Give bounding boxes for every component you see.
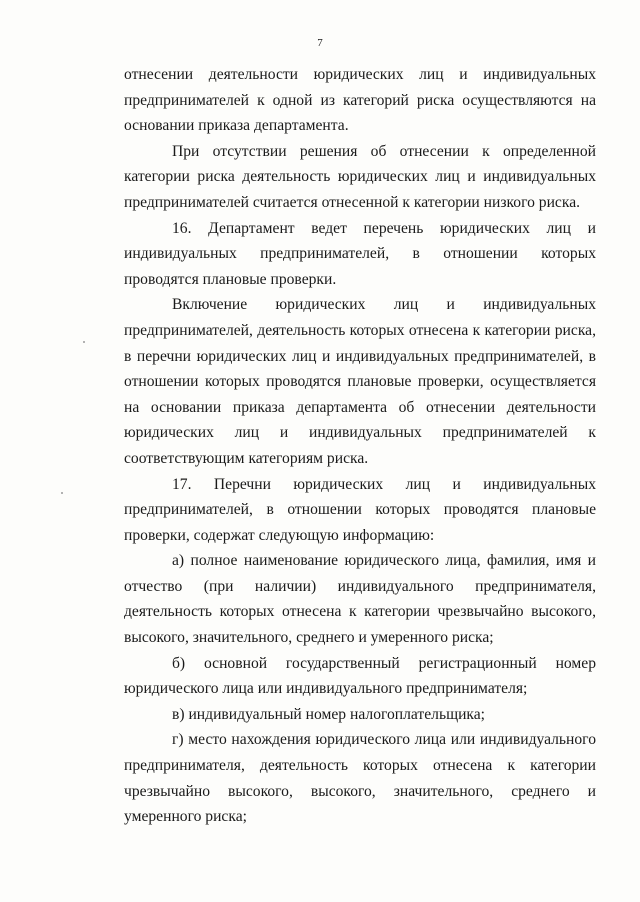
list-item-b: б) основной государственный регистрационный номер юридического лица или индивидуального предпринимателя;	[124, 654, 596, 698]
scan-speck	[83, 341, 85, 343]
page-number: 7	[317, 37, 323, 49]
paragraph-continuation: отнесении деятельности юридических лиц и индивидуальных предпринимателей к одной из категорий риска осуществляются на основании приказа департамента.	[124, 66, 596, 135]
list-item-g: г) место нахождения юридического лица или индивидуального предпринимателя, деятельность которых отнесена к категории чрезвычайно высокого, высокого, значительного, среднего и умеренного риска;	[124, 731, 596, 826]
paragraph-no-decision: При отсутствии решения об отнесении к определенной категории риска деятельность юридических лиц и индивидуальных предпринимателей считается отнесенной к категории низкого риска.	[124, 142, 596, 211]
paragraph-16: 16. Департамент ведет перечень юридических лиц и индивидуальных предпринимателей, в отношении которых проводятся плановые проверки.	[124, 219, 596, 288]
scan-speck	[61, 492, 63, 494]
paragraph-inclusion: Включение юридических лиц и индивидуальных предпринимателей, деятельность которых отнесена к категории риска, в перечни юридических лиц и индивидуальных предпринимателей, в отношении которых проводятся плановые проверки, осуществляется на основании приказа департамента об отнесении деятельности юридических лиц и индивидуальных предпринимателей к соответствующим категориям риска.	[124, 296, 596, 467]
list-item-v: в) индивидуальный номер налогоплательщика;	[172, 705, 486, 723]
list-item-a: а) полное наименование юридического лица, фамилия, имя и отчество (при наличии) индивидуального предпринимателя, деятельность которых отнесена к категории чрезвычайно высокого, высокого, значительного, среднего и умеренного риска;	[124, 552, 596, 647]
paragraph-17: 17. Перечни юридических лиц и индивидуальных предпринимателей, в отношении которых проводятся плановые проверки, содержат следующую информацию:	[124, 475, 596, 544]
document-body	[124, 62, 596, 830]
